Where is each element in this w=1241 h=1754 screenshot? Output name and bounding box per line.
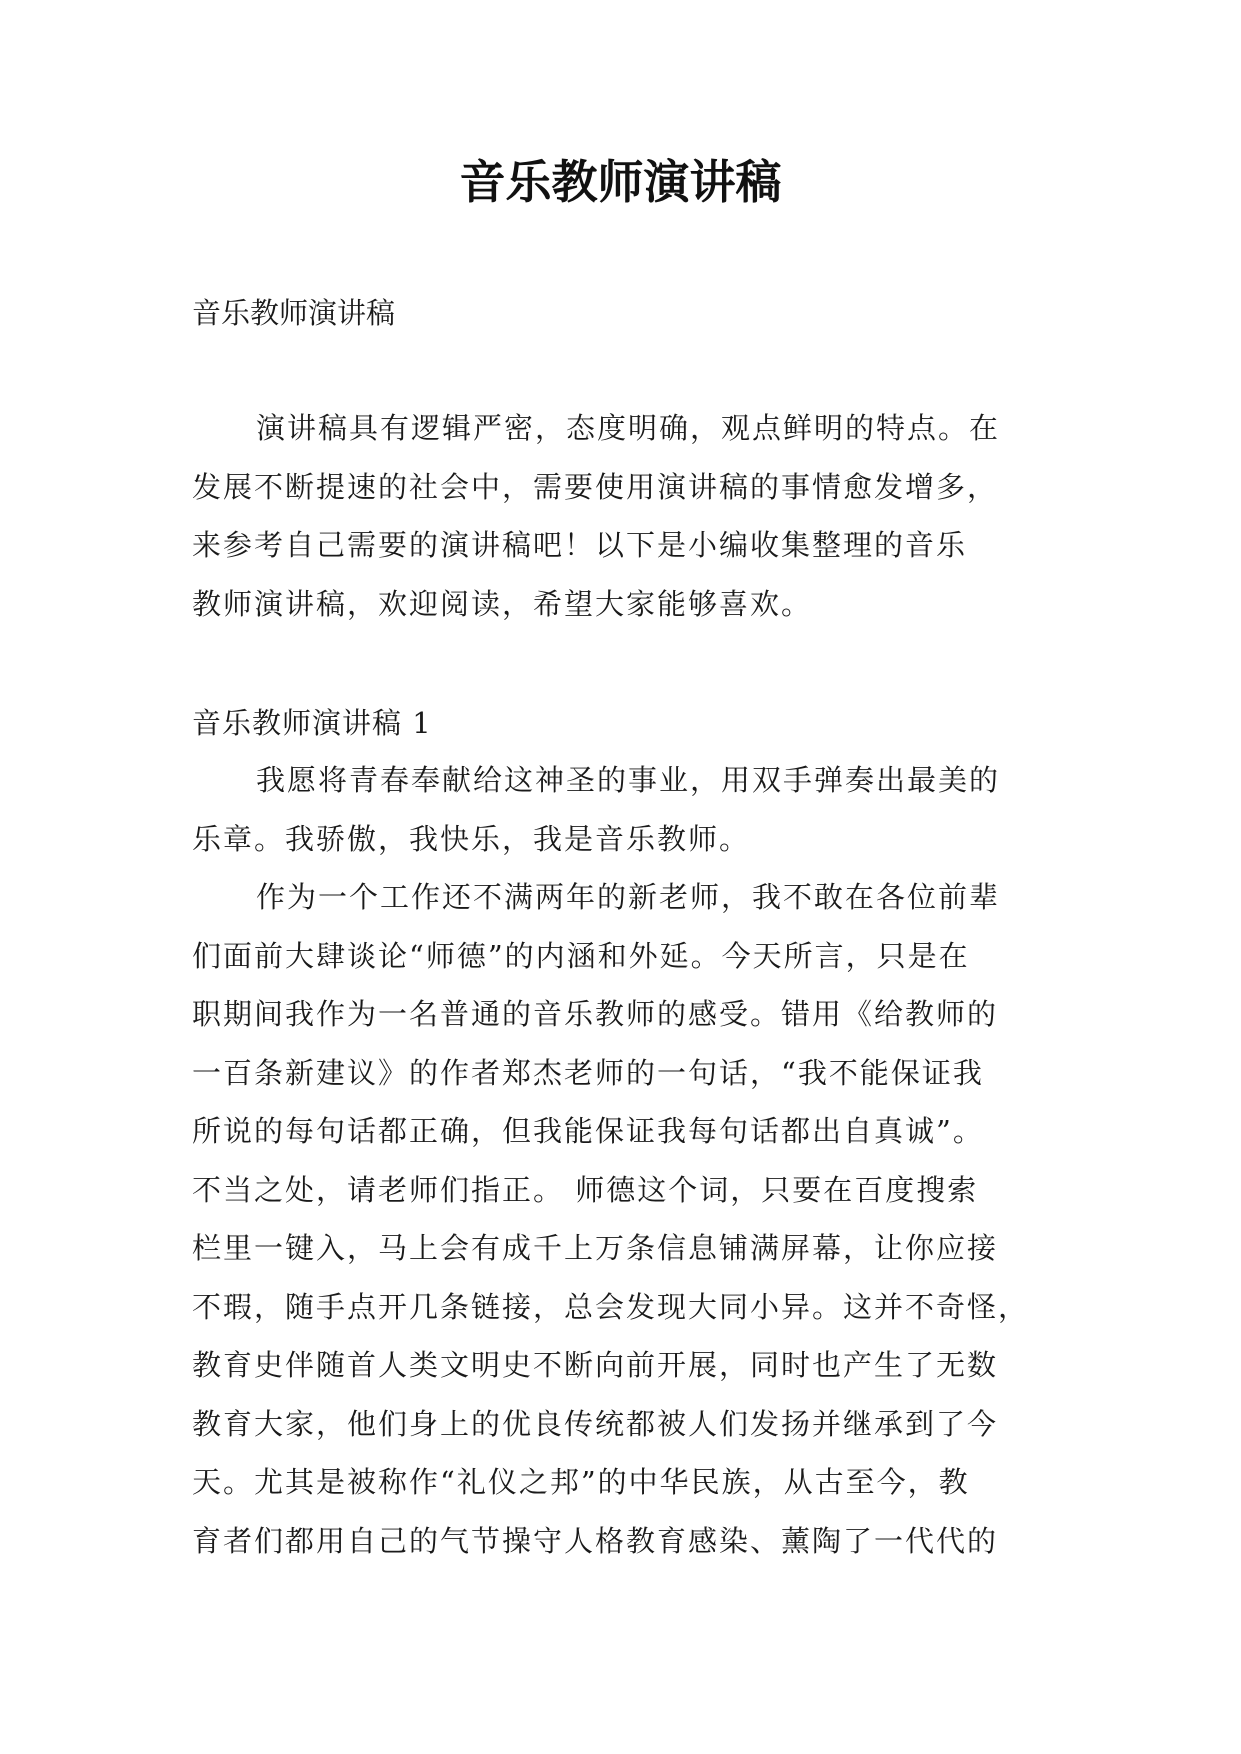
section-heading: 音乐教师演讲稿 1 bbox=[192, 706, 432, 740]
document-subtitle: 音乐教师演讲稿 bbox=[192, 296, 396, 330]
intro-line: 来参考自己需要的演讲稿吧！以下是小编收集整理的音乐 bbox=[192, 528, 968, 562]
intro-paragraph bbox=[192, 408, 1072, 642]
body-line: 所说的每句话都正确，但我能保证我每句话都出自真诚”。 bbox=[192, 1114, 984, 1148]
body-line: 不瑕，随手点开几条链接，总会发现大同小异。这并不奇怪， bbox=[192, 1289, 1030, 1324]
body-line: 不当之处，请老师们指正。 师德这个词，只要在百度搜索 bbox=[192, 1172, 979, 1207]
body-line: 栏里一键入，马上会有成千上万条信息铺满屏幕，让你应接 bbox=[192, 1231, 999, 1265]
body-line: 教育大家，他们身上的优良传统都被人们发扬并继承到了今 bbox=[192, 1406, 999, 1441]
intro-line: 教师演讲稿，欢迎阅读，希望大家能够喜欢。 bbox=[192, 586, 813, 621]
body-line: 育者们都用自己的气节操守人格教育感染、薰陶了一代代的 bbox=[192, 1523, 999, 1558]
body-line: 乐章。我骄傲，我快乐，我是音乐教师。 bbox=[192, 821, 751, 856]
body-line: 作为一个工作还不满两年的新老师，我不敢在各位前辈 bbox=[256, 880, 1001, 914]
body-line: 们面前大肆谈论“师德”的内涵和外延。今天所言，只是在 bbox=[192, 938, 970, 973]
body-line: 教育史伴随首人类文明史不断向前开展，同时也产生了无数 bbox=[192, 1348, 999, 1382]
intro-line: 发展不断提速的社会中，需要使用演讲稿的事情愈发增多， bbox=[192, 469, 999, 504]
body-line: 我愿将青春奉献给这神圣的事业，用双手弹奏出最美的 bbox=[256, 763, 1001, 797]
intro-line: 演讲稿具有逻辑严密，态度明确，观点鲜明的特点。在 bbox=[256, 411, 1001, 445]
body-line: 职期间我作为一名普通的音乐教师的感受。错用《给教师的 bbox=[192, 997, 999, 1031]
body-line: 一百条新建议》的作者郑杰老师的一句话，“我不能保证我 bbox=[192, 1055, 984, 1090]
document-title: 音乐教师演讲稿 bbox=[459, 155, 782, 209]
speech-body bbox=[192, 760, 1072, 1579]
body-line: 天。尤其是被称作“礼仪之邦”的中华民族，从古至今，教 bbox=[192, 1465, 970, 1499]
